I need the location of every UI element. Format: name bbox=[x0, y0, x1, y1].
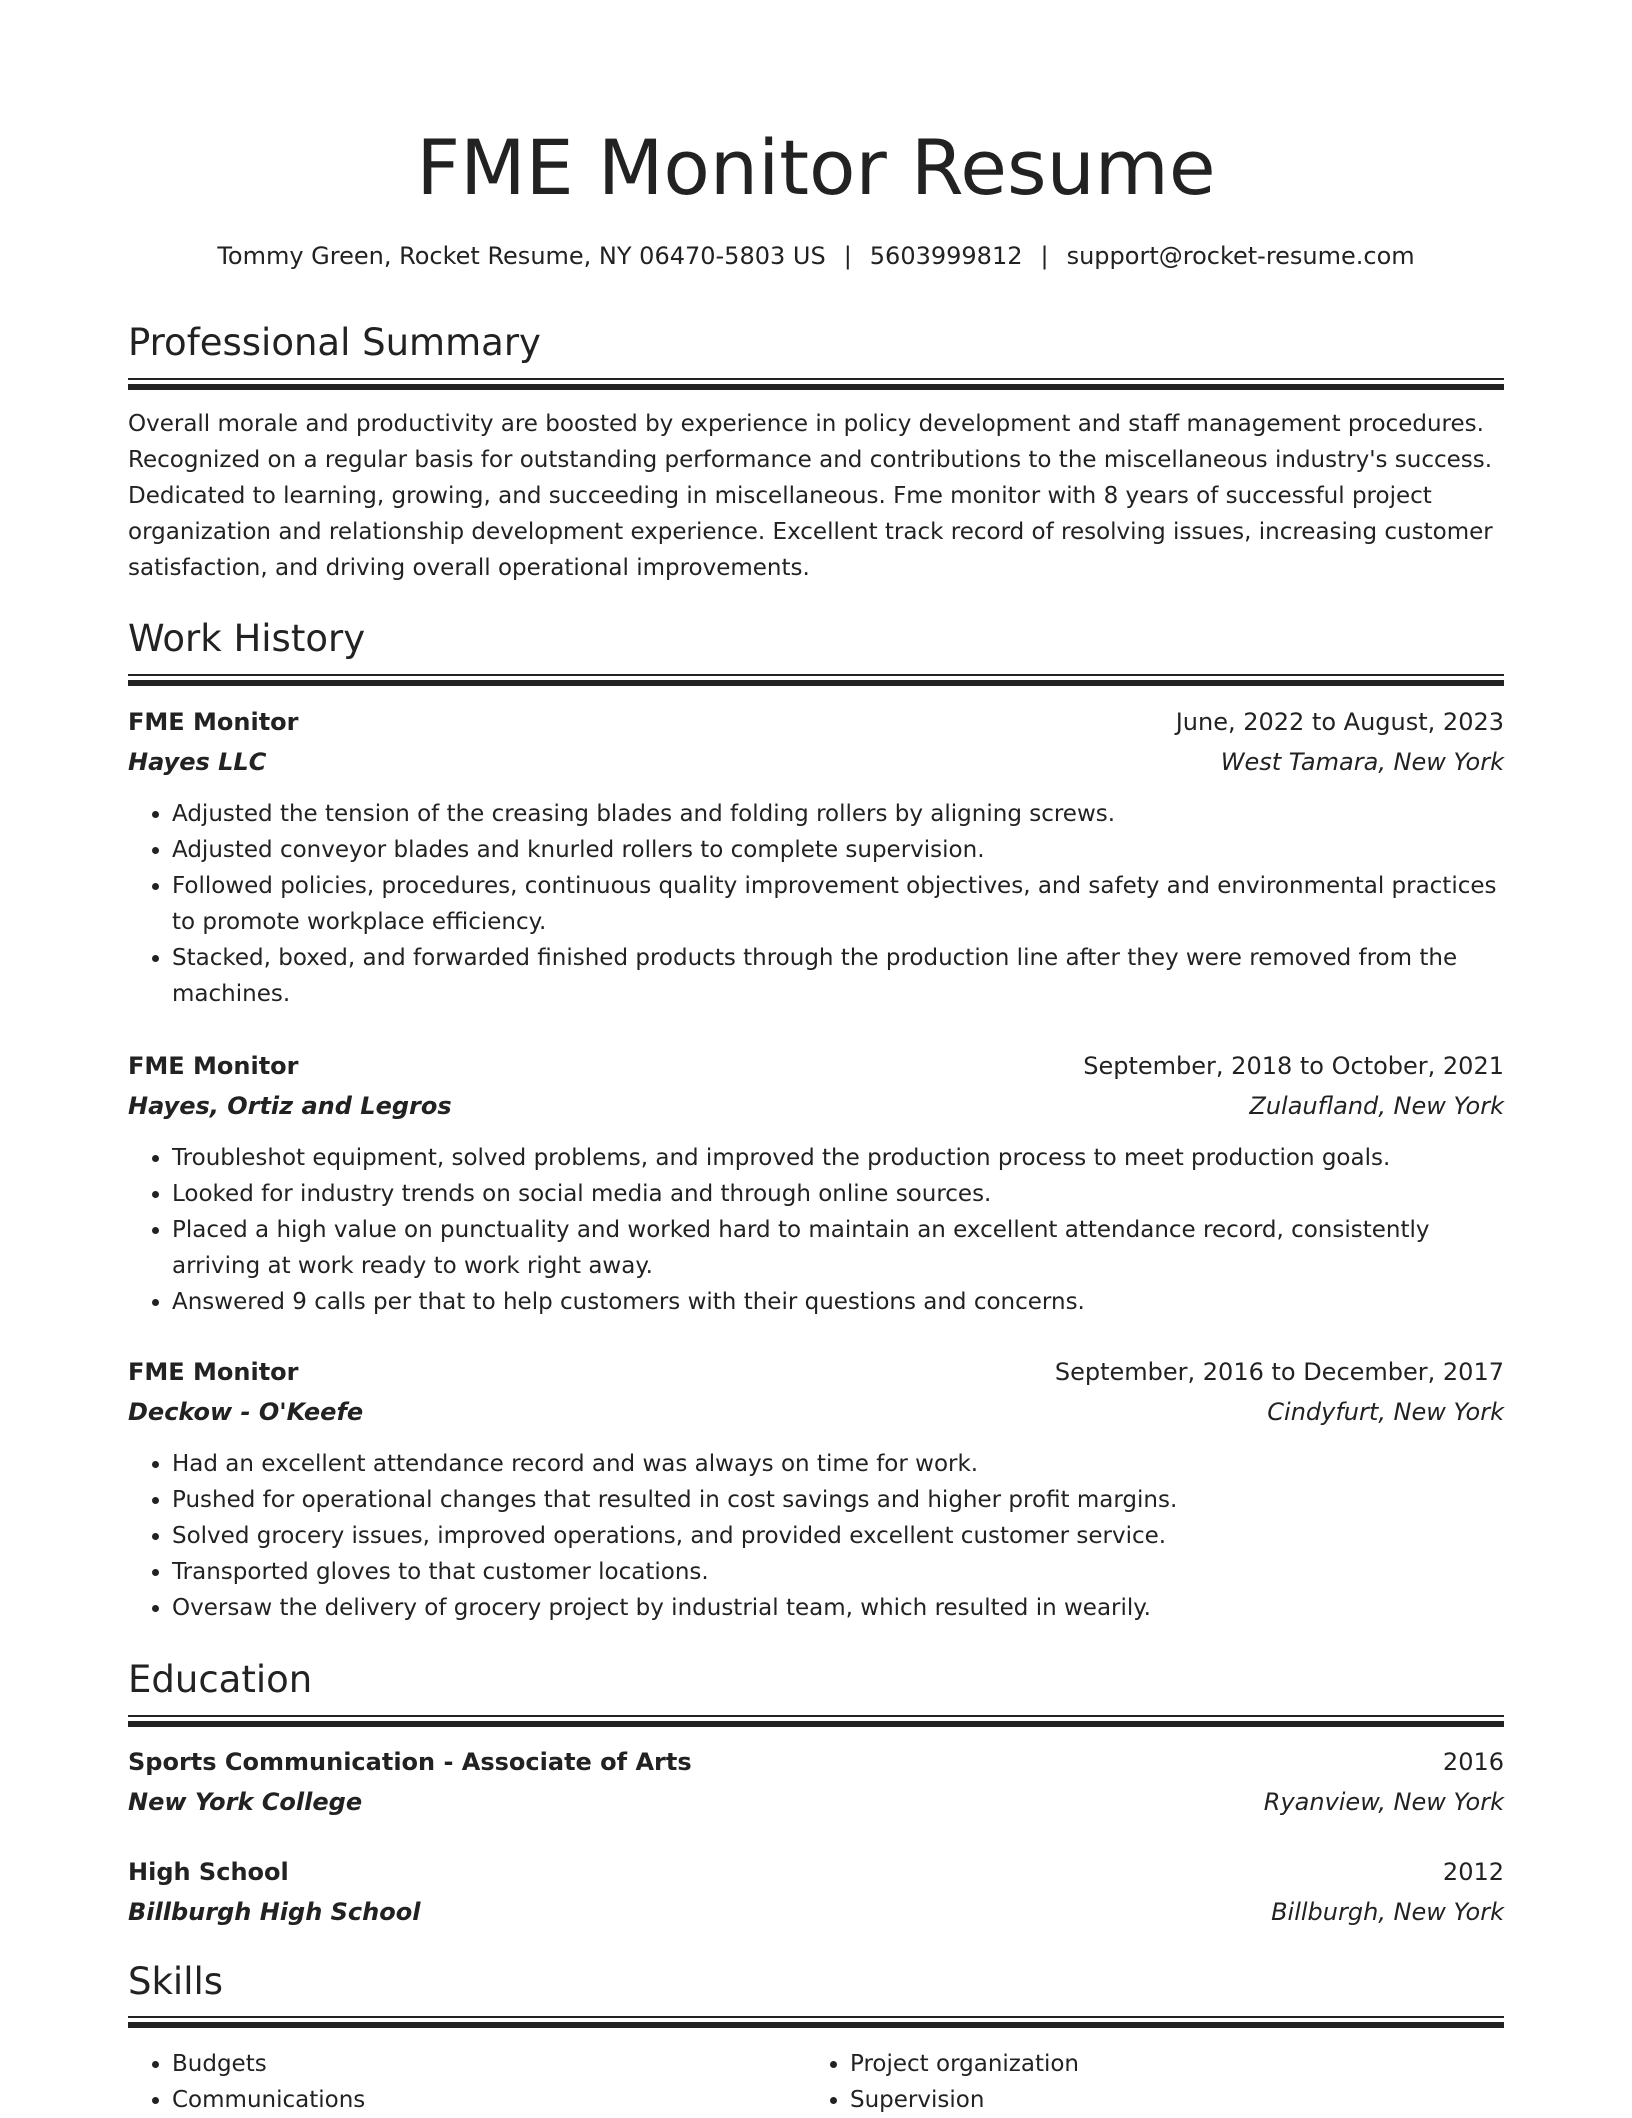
work-entry-subheader bbox=[128, 1086, 1504, 1126]
job-title: FME Monitor bbox=[128, 1358, 299, 1386]
school-name: Billburgh High School bbox=[128, 1898, 421, 1926]
degree-name: Sports Communication - Associate of Arts bbox=[128, 1748, 692, 1776]
list-item: • Transported gloves to that customer locations. bbox=[172, 1554, 1504, 1590]
list-item: • Supervision bbox=[850, 2082, 1500, 2118]
list-item: • Looked for industry trends on social media and through online sources. bbox=[172, 1176, 1504, 1212]
job-bullets bbox=[128, 796, 1504, 1012]
work-entry-header bbox=[128, 702, 1504, 742]
school-location: Billburgh, New York bbox=[1271, 1898, 1504, 1926]
job-bullets bbox=[128, 1140, 1504, 1320]
school-name: New York College bbox=[128, 1788, 363, 1816]
list-item: • Answered 9 calls per that to help customers with their questions and concerns. bbox=[172, 1284, 1504, 1320]
company-name: Deckow - O'Keefe bbox=[128, 1398, 364, 1426]
contact-separator: | bbox=[843, 242, 852, 270]
school-location: Ryanview, New York bbox=[1263, 1788, 1504, 1816]
section-title-education: Education bbox=[128, 1658, 313, 1701]
list-item: • Adjusted the tension of the creasing blades and folding rollers by aligning screws. bbox=[172, 796, 1504, 832]
section-title-skills: Skills bbox=[128, 1960, 224, 2003]
education-entry-subheader bbox=[128, 1782, 1504, 1822]
list-item: • Solved grocery issues, improved operations, and provided excellent customer service. bbox=[172, 1518, 1504, 1554]
company-name: Hayes, Ortiz and Legros bbox=[128, 1092, 452, 1120]
contact-phone: 5603999812 bbox=[869, 242, 1023, 270]
job-dates: September, 2018 to October, 2021 bbox=[1083, 1052, 1504, 1080]
list-item: • Followed policies, procedures, continuous quality improvement objectives, and safety and environmental practices to promote workplace efficiency. bbox=[172, 868, 1504, 940]
education-entry bbox=[128, 1742, 1504, 1822]
education-year: 2016 bbox=[1442, 1748, 1504, 1776]
list-item: • Oversaw the delivery of grocery project by industrial team, which resulted in wearily. bbox=[172, 1590, 1504, 1626]
summary-text: Overall morale and productivity are boosted by experience in policy development and staff management procedures. Recognized on a regular basis for outstanding performance and contributions to the miscellaneous industry's success. Dedicated to learning, growing, and succeeding in miscellaneous. Fme monitor with 8 years of successful project organization and relationship development experience. Excellent track record of resolving issues, increasing customer satisfaction, and driving overall operational improvements. bbox=[128, 411, 1493, 581]
list-item: • Budgets bbox=[172, 2046, 792, 2082]
job-title: FME Monitor bbox=[128, 708, 299, 736]
section-divider bbox=[128, 1715, 1504, 1729]
education-year: 2012 bbox=[1442, 1858, 1504, 1886]
company-name: Hayes LLC bbox=[128, 748, 267, 776]
contact-address: Tommy Green, Rocket Resume, NY 06470-5803 US bbox=[217, 242, 826, 270]
section-divider bbox=[128, 674, 1504, 688]
list-item: • Project organization bbox=[850, 2046, 1500, 2082]
list-item: • Placed a high value on punctuality and worked hard to maintain an excellent attendance record, consistently arriving at work ready to work right away. bbox=[172, 1212, 1504, 1284]
job-title: FME Monitor bbox=[128, 1052, 299, 1080]
job-location: Zulaufland, New York bbox=[1249, 1092, 1504, 1120]
job-dates: June, 2022 to August, 2023 bbox=[1175, 708, 1504, 736]
list-item: • Stacked, boxed, and forwarded finished products through the production line after they were removed from the machines. bbox=[172, 940, 1504, 1012]
education-entry bbox=[128, 1852, 1504, 1932]
job-bullets bbox=[128, 1446, 1504, 1626]
work-entry bbox=[128, 702, 1504, 1012]
work-entry-subheader bbox=[128, 1392, 1504, 1432]
work-entry bbox=[128, 1046, 1504, 1320]
section-title-summary: Professional Summary bbox=[128, 321, 541, 364]
work-entry-header bbox=[128, 1352, 1504, 1392]
list-item: • Communications bbox=[172, 2082, 792, 2118]
job-location: Cindyfurt, New York bbox=[1267, 1398, 1504, 1426]
resume-title: FME Monitor Resume bbox=[416, 123, 1216, 212]
list-item: • Had an excellent attendance record and was always on time for work. bbox=[172, 1446, 1504, 1482]
list-item: • Troubleshot equipment, solved problems, and improved the production process to meet production goals. bbox=[172, 1140, 1504, 1176]
education-entry-header bbox=[128, 1852, 1504, 1892]
contact-separator: | bbox=[1040, 242, 1049, 270]
job-location: West Tamara, New York bbox=[1220, 748, 1504, 776]
work-entry-header bbox=[128, 1046, 1504, 1086]
job-dates: September, 2016 to December, 2017 bbox=[1054, 1358, 1504, 1386]
list-item: • Adjusted conveyor blades and knurled rollers to complete supervision. bbox=[172, 832, 1504, 868]
section-title-work: Work History bbox=[128, 617, 366, 660]
skills-column-left bbox=[128, 2046, 792, 2118]
education-entry-header bbox=[128, 1742, 1504, 1782]
work-entry-subheader bbox=[128, 742, 1504, 782]
contact-line bbox=[128, 238, 1504, 274]
section-divider bbox=[128, 378, 1504, 392]
work-entry bbox=[128, 1352, 1504, 1626]
degree-name: High School bbox=[128, 1858, 289, 1886]
list-item: • Pushed for operational changes that resulted in cost savings and higher profit margins. bbox=[172, 1482, 1504, 1518]
contact-email: support@rocket-resume.com bbox=[1066, 242, 1415, 270]
skills-column-right bbox=[806, 2046, 1500, 2118]
section-divider bbox=[128, 2016, 1504, 2030]
education-entry-subheader bbox=[128, 1892, 1504, 1932]
